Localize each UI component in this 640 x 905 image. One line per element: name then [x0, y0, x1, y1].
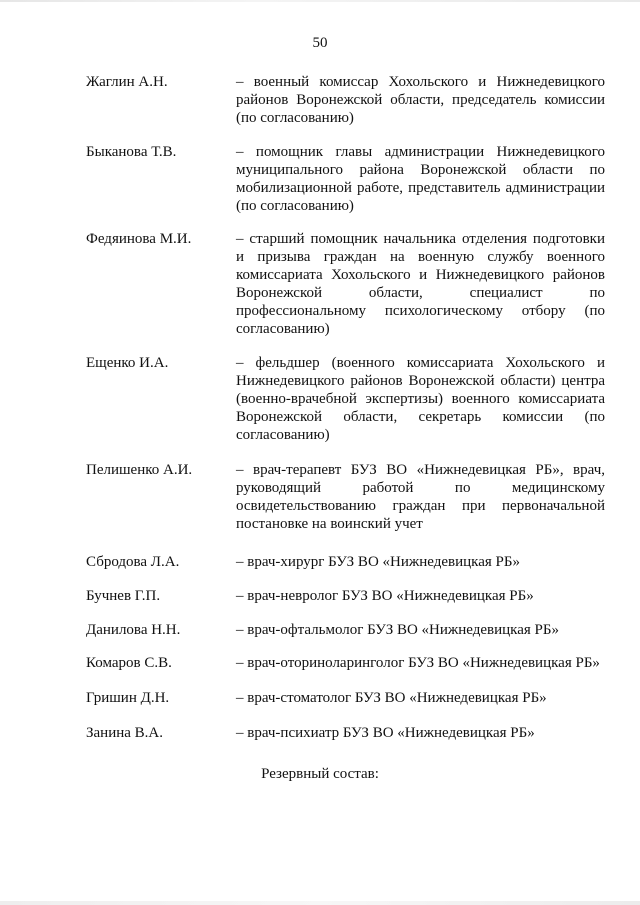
member-name: Данилова Н.Н. [86, 622, 181, 638]
member-role: – врач-стоматолог БУЗ ВО «Нижнедевицкая РБ» [236, 690, 547, 706]
member-row [86, 553, 605, 571]
member-role: – врач-психиатр БУЗ ВО «Нижнедевицкая РБ» [236, 725, 535, 741]
member-role: – фельдшер (военного комиссариата Хохольского и Нижнедевицкого районов Воронежской области) центра (военно-врачебной экспертизы) военного комиссариата Воронежской области, секретарь комиссии (по согласованию) [236, 355, 605, 443]
member-row [86, 354, 605, 444]
member-name: Федяинова М.И. [86, 231, 192, 247]
page-number: 50 [312, 35, 328, 51]
member-name: Ещенко И.А. [86, 355, 169, 371]
member-row [86, 621, 605, 639]
commission-members-list [86, 73, 605, 742]
member-row [86, 654, 605, 672]
member-name: Пелишенко А.И. [86, 462, 193, 478]
member-row [86, 461, 605, 533]
member-name: Бучнев Г.П. [86, 588, 161, 604]
member-name: Занина В.А. [86, 725, 163, 741]
member-name: Сбродова Л.А. [86, 554, 180, 570]
member-role: – врач-невролог БУЗ ВО «Нижнедевицкая РБ» [236, 588, 534, 604]
member-name: Гришин Д.Н. [86, 690, 170, 706]
scan-edge-bottom [0, 901, 640, 905]
member-row [86, 724, 605, 742]
member-row [86, 143, 605, 215]
member-name: Комаров С.В. [86, 655, 172, 671]
member-role: – военный комиссар Хохольского и Нижнедевицкого районов Воронежской области, председатель комиссии (по согласованию) [236, 74, 605, 126]
member-role: – врач-терапевт БУЗ ВО «Нижнедевицкая РБ», врач, руководящий работой по медицинскому освидетельствованию граждан при первоначальной постановке на воинский учет [236, 462, 605, 532]
member-row [86, 587, 605, 605]
member-row [86, 230, 605, 338]
member-name: Жаглин А.Н. [86, 74, 168, 90]
member-role: – старший помощник начальника отделения подготовки и призыва граждан на военную службу военного комиссариата Хохольского и Нижнедевицкого районов Воронежской области, специалист по профессиональному психологическому отбору (по согласованию) [236, 231, 605, 337]
member-role: – врач-хирург БУЗ ВО «Нижнедевицкая РБ» [236, 554, 520, 570]
member-row [86, 73, 605, 127]
member-role: – врач-оториноларинголог БУЗ ВО «Нижнедевицкая РБ» [236, 655, 600, 671]
member-name: Быканова Т.В. [86, 144, 177, 160]
member-role: – помощник главы администрации Нижнедевицкого муниципального района Воронежской области по мобилизационной работе, представитель администрации (по согласованию) [236, 144, 605, 214]
member-role: – врач-офтальмолог БУЗ ВО «Нижнедевицкая РБ» [236, 622, 560, 638]
member-row [86, 689, 605, 707]
scan-edge-top [0, 0, 640, 2]
reserve-heading: Резервный состав: [261, 766, 379, 782]
